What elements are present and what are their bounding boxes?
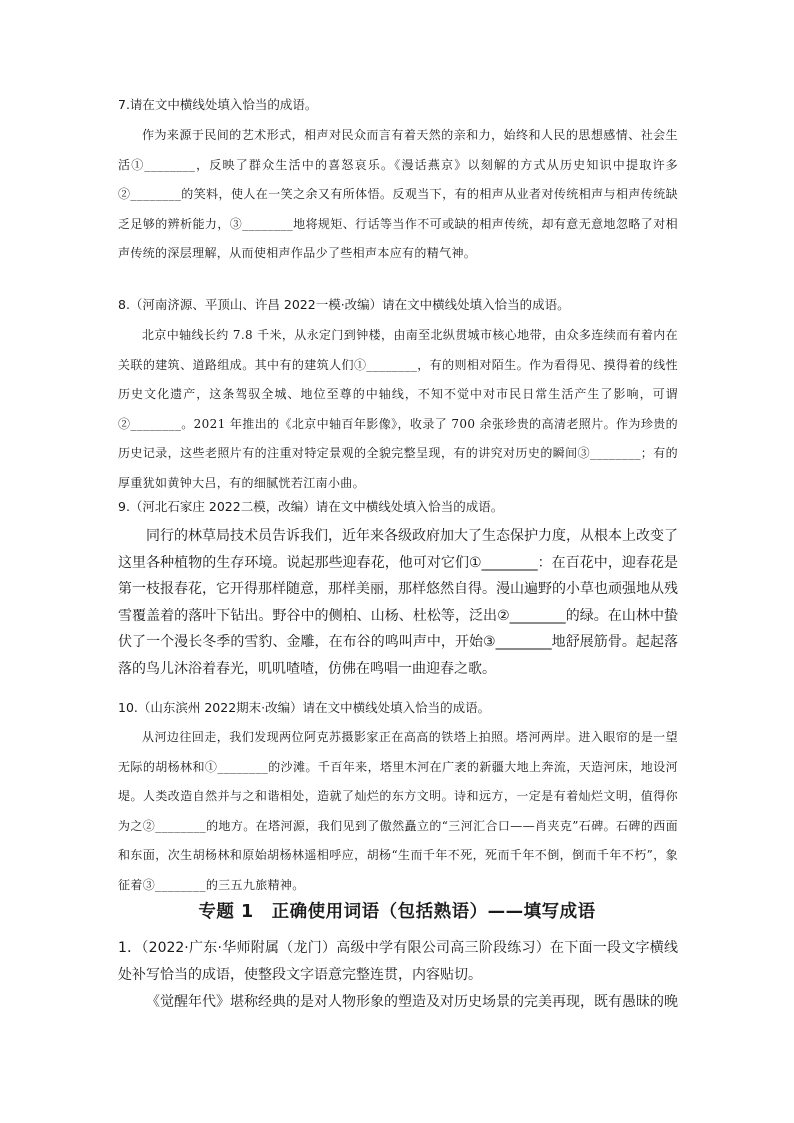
question-1-stem: 1．（2022·广东·华师附属（龙门）高级中学有限公司高三阶段练习）在下面一段文字横线处补写恰当的成语，使整段文字语意完整连贯，内容贴切。 xyxy=(118,940,678,983)
question-8-passage: 北京中轴线长约 7.8 千米，从永定门到钟楼，由南至北纵贯城市核心地带，由众多连续而有着内在关联的建筑、道路组成。其中有的建筑人们①________，有的则相对陌生。作为看得见、摸得着的线性历史文化遗产，这条驾驭全城、地位至尊的中轴线，不知不觉中对市民日常生活产生了影响，可谓②________。2021 年推出的《北京中轴百年影像》，收录了 700 余张珍贵的高清老照片。作为珍贵的历史记录，这些老照片有的注重对特定景观的全貌完整呈现，有的讲究对历史的瞬间③________；有的厚重犹如黄钟大吕，有的细腻恍若江南小曲。 xyxy=(118,328,678,490)
question-8-stem: 8.（河南济源、平顶山、许昌 2022一模·改编）请在文中横线处填入恰当的成语。 xyxy=(118,297,570,312)
question-10-stem: 10.（山东滨州 2022期末·改编）请在文中横线处填入恰当的成语。 xyxy=(118,700,491,715)
question-9-passage: 同行的林草局技术员告诉我们，近年来各级政府加大了生态保护力度，从根本上改变了这里各种植物的生存环境。说起那些迎春花，他可对它们①________：在百花中，迎春花是第一枝报春花，它开得那样随意，那样美丽，那样悠然自得。漫山遍野的小草也顽强地从残雪覆盖着的落叶下钻出。野谷中的侧柏、山杨、杜松等，泛出②________的绿。在山林中蛰伏了一个漫长冬季的雪豹、金雕，在布谷的鸣叫声中，开始③________地舒展筋骨。起起落落的鸟儿沐浴着春光，叽叽喳喳，仿佛在鸣唱一曲迎春之歌。 xyxy=(118,528,678,677)
question-7-stem: 7.请在文中横线处填入恰当的成语。 xyxy=(118,97,318,112)
question-9-stem: 9.（河北石家庄 2022二模，改编）请在文中横线处填入恰当的成语。 xyxy=(118,499,504,514)
section-title: 专题 1 正确使用词语（包括熟语）——填写成语 xyxy=(198,902,596,922)
question-10-passage: 从河边往回走，我们发现两位阿克苏摄影家正在高高的铁塔上拍照。塔河两岸。进入眼帘的是一望无际的胡杨林和①________的沙滩。千百年来，塔里木河在广袤的新疆大地上奔流，天造河床，地设河堤。人类改造自然并与之和谐相处，造就了灿烂的东方文明。诗和远方，一定是有着灿烂文明，值得你为之②________的地方。在塔河源，我们见到了傲然矗立的“三河汇合口——肖夹克”石碑。石碑的西面和东面，次生胡杨林和原始胡杨林遥相呼应，胡杨“生而千年不死，死而千年不倒，倒而千年不朽”，象征着③________的三五九旅精神。 xyxy=(118,730,678,892)
question-7-passage: 作为来源于民间的艺术形式，相声对民众而言有着天然的亲和力，始终和人民的思想感情、社会生活①________，反映了群众生活中的喜怒哀乐。《漫话燕京》以刻解的方式从历史知识中提取许多②________的笑料，使人在一笑之余又有所体悟。反观当下，有的相声从业者对传统相声与相声传统缺乏足够的辨析能力，③________地将规矩、行话等当作不可或缺的相声传统，却有意无意地忽略了对相声传统的深层理解，从而使相声作品少了些相声本应有的精气神。 xyxy=(118,128,678,260)
question-1-passage: 《觉醒年代》堪称经典的是对人物形象的塑造及对历史场景的完美再现，既有愚昧的晚 xyxy=(146,994,678,1010)
